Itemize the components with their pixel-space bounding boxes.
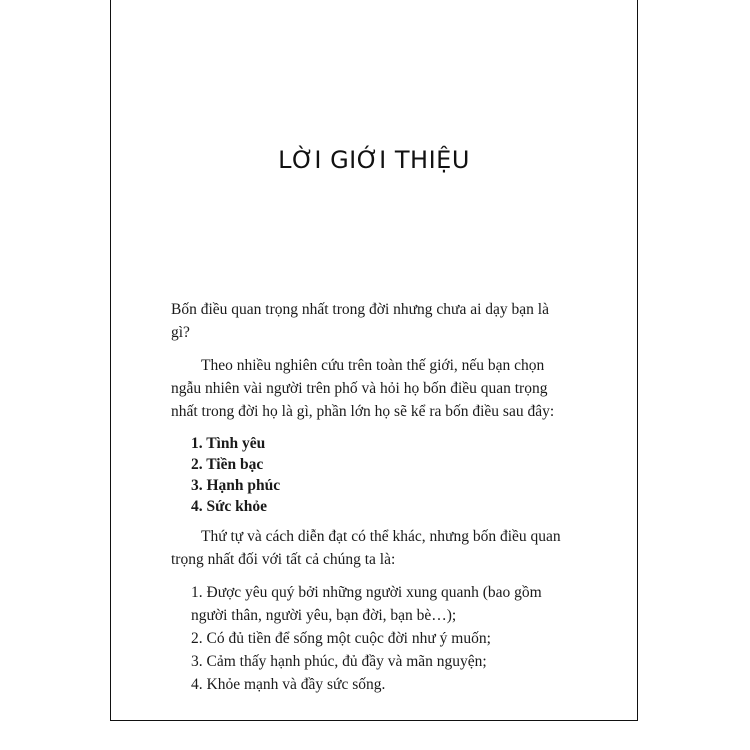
list-item: 2. Có đủ tiền để sống một cuộc đời như ý muốn; [191,630,491,647]
paragraph-research: Theo nhiều nghiên cứu trên toàn thế giới, nếu bạn chọn ngẫu nhiên vài người trên phố và hỏi họ bốn điều quan trọng nhất trong đời họ là gì, phần lớn họ sẽ kể ra bốn điều sau đây: [171,357,555,420]
list-item: 1. Được yêu quý bởi những người xung quanh (bao gồm người thân, người yêu, bạn đời, bạn bè…); [191,584,542,624]
page-title: LỜI GIỚI THIỆU [278,146,470,174]
list-item: 3. Hạnh phúc [191,477,281,494]
list-item: 2. Tiền bạc [191,456,264,473]
list-item: 3. Cảm thấy hạnh phúc, đủ đầy và mãn nguyện; [191,653,487,670]
four-things-list [171,433,571,517]
list-item: 4. Khỏe mạnh và đầy sức sống. [191,676,386,693]
book-page [110,0,638,721]
detailed-list [171,581,571,696]
paragraph-question: Bốn điều quan trọng nhất trong đời nhưng chưa ai dạy bạn là gì? [171,301,549,341]
body-text [171,298,571,696]
list-item: 1. Tình yêu [191,435,266,452]
list-item: 4. Sức khỏe [191,498,268,515]
paragraph-order: Thứ tự và cách diễn đạt có thể khác, nhưng bốn điều quan trọng nhất đối với tất cả chúng ta là: [171,528,561,568]
